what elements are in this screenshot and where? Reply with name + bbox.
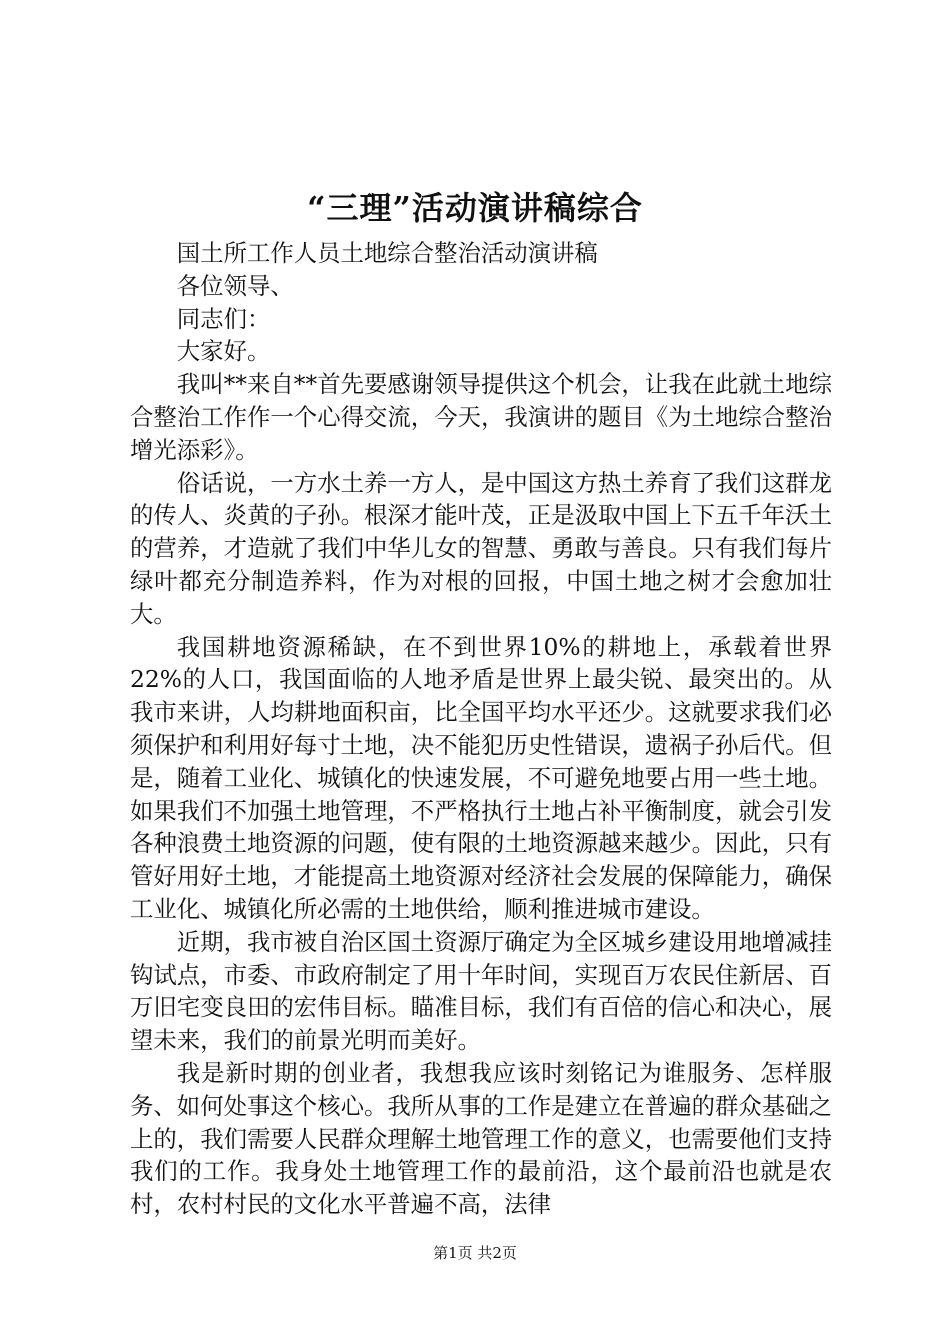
paragraph-farmland-resources: 我国耕地资源稀缺，在不到世界10%的耕地上，承载着世界22%的人口，我国面临的人地矛盾是世界上最尖锐、最突出的。从我市来讲，人均耕地面积亩，比全国平均水平还少。这就要求我们必须保护和利用好每寸土地，决不能犯历史性错误，遗祸子孙后代。但是，随着工业化、城镇化的快速发展，不可避免地要占用一些土地。如果我们不加强土地管理，不严格执行土地占补平衡制度，就会引发各种浪费土地资源的问题，使有限的土地资源越来越少。因此，只有管好用好土地，才能提高土地资源对经济社会发展的保障能力，确保工业化、城镇化所必需的土地供给，顺利推进城市建设。 [130, 632, 832, 923]
paragraph-introduction: 我叫**来自**首先要感谢领导提供这个机会，让我在此就土地综合整治工作作一个心得交流，今天，我演讲的题目《为土地综合整治增光添彩》。 [130, 370, 832, 464]
paragraph-salutation-leaders: 各位领导、 [176, 271, 294, 300]
page-number-footer: 第1页 共2页 [433, 1244, 517, 1262]
document-title: “三理”活动演讲稿综合 [307, 189, 643, 227]
paragraph-subtitle: 国土所工作人员土地综合整治活动演讲稿 [176, 239, 598, 267]
paragraph-salutation-comrades: 同志们： [176, 304, 271, 333]
document-body [130, 237, 832, 1221]
paragraph-service-mission: 我是新时期的创业者，我想我应该时刻铭记为谁服务、怎样服务、如何处事这个核心。我所从事的工作是建立在普遍的群众基础之上的，我们需要人民群众理解土地管理工作的意义，也需要他们支持我们的工作。我身处土地管理工作的最前沿，这个最前沿也就是农村，农村村民的文化水平普遍不高，法律 [130, 1058, 832, 1219]
paragraph-pilot-program: 近期，我市被自治区国土资源厅确定为全区城乡建设用地增减挂钩试点，市委、市政府制定了用十年时间，实现百万农民住新居、百万旧宅变良田的宏伟目标。瞄准目标，我们有百倍的信心和决心，展望未来，我们的前景光明而美好。 [130, 927, 832, 1055]
paragraph-proverb: 俗话说，一方水土养一方人，是中国这方热土养育了我们这群龙的传人、炎黄的子孙。根深才能叶茂，正是汲取中国上下五千年沃土的营养，才造就了我们中华儿女的智慧、勇敢与善良。只有我们每片绿叶都充分制造养料，作为对根的回报，中国土地之树才会愈加壮大。 [130, 468, 832, 628]
paragraph-greeting: 大家好。 [176, 337, 271, 366]
